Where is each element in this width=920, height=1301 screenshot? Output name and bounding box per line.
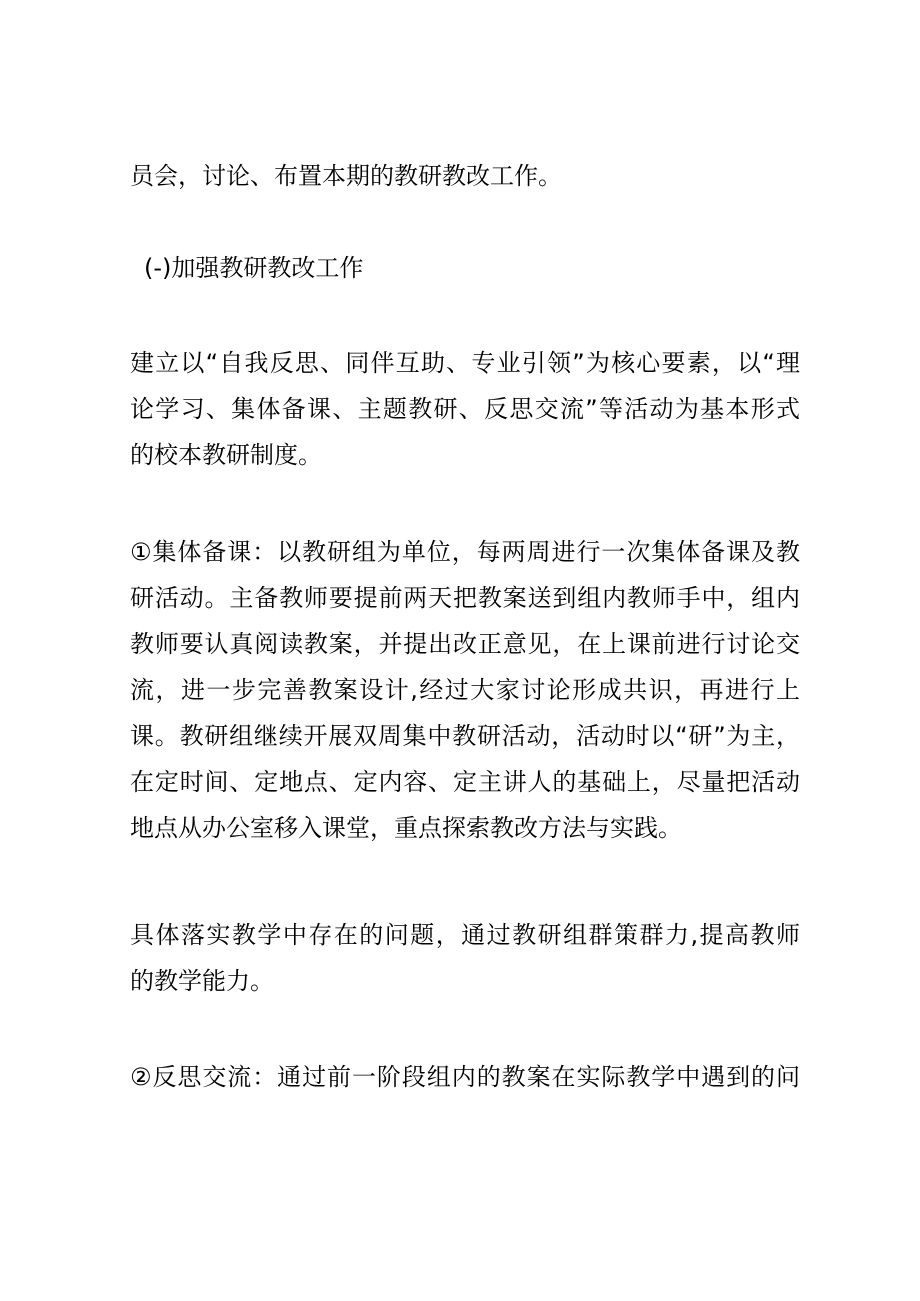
text-line: 具体落实教学中存在的问题，通过教研组群策群力,提高教师 [130, 921, 800, 949]
paragraph-collective-lesson-prep [130, 529, 800, 851]
text-line: 的教学能力。 [130, 967, 274, 995]
text-line: ①集体备课：以教研组为单位，每两周进行一次集体备课及教 [130, 538, 800, 566]
paragraph-system [130, 340, 800, 478]
text-line: 教师要认真阅读教案，并提出改正意见，在上课前进行讨论交 [130, 630, 800, 658]
text-line: 地点从办公室移入课堂，重点探索教改方法与实践。 [130, 814, 682, 842]
text-line: 论学习、集体备课、主题教研、反思交流”等活动为基本形式 [130, 395, 800, 423]
text-line: ②反思交流：通过前一阶段组内的教案在实际教学中遇到的问 [130, 1063, 800, 1091]
heading-text: (-)加强教研教改工作 [144, 254, 364, 282]
text-line: 在定时间、定地点、定内容、定主讲人的基础上，尽量把活动 [130, 768, 800, 796]
paragraph-implementation [130, 912, 800, 1004]
paragraph-reflection-exchange [130, 1054, 800, 1100]
section-heading [144, 245, 363, 291]
text-line: 流，进一步完善教案设计,经过大家讨论形成共识，再进行上 [130, 676, 800, 704]
text-line: 研活动。主备教师要提前两天把教案送到组内教师手中，组内 [130, 584, 800, 612]
text-line: 建立以“自我反思、同伴互助、专业引领”为核心要素，以“理 [130, 349, 800, 377]
text-line: 员会，讨论、布置本期的教研教改工作。 [130, 162, 562, 190]
text-line: 的校本教研制度。 [130, 441, 322, 469]
paragraph-continuation [130, 153, 800, 199]
text-line: 课。教研组继续开展双周集中教研活动，活动时以“研”为主， [130, 722, 800, 750]
